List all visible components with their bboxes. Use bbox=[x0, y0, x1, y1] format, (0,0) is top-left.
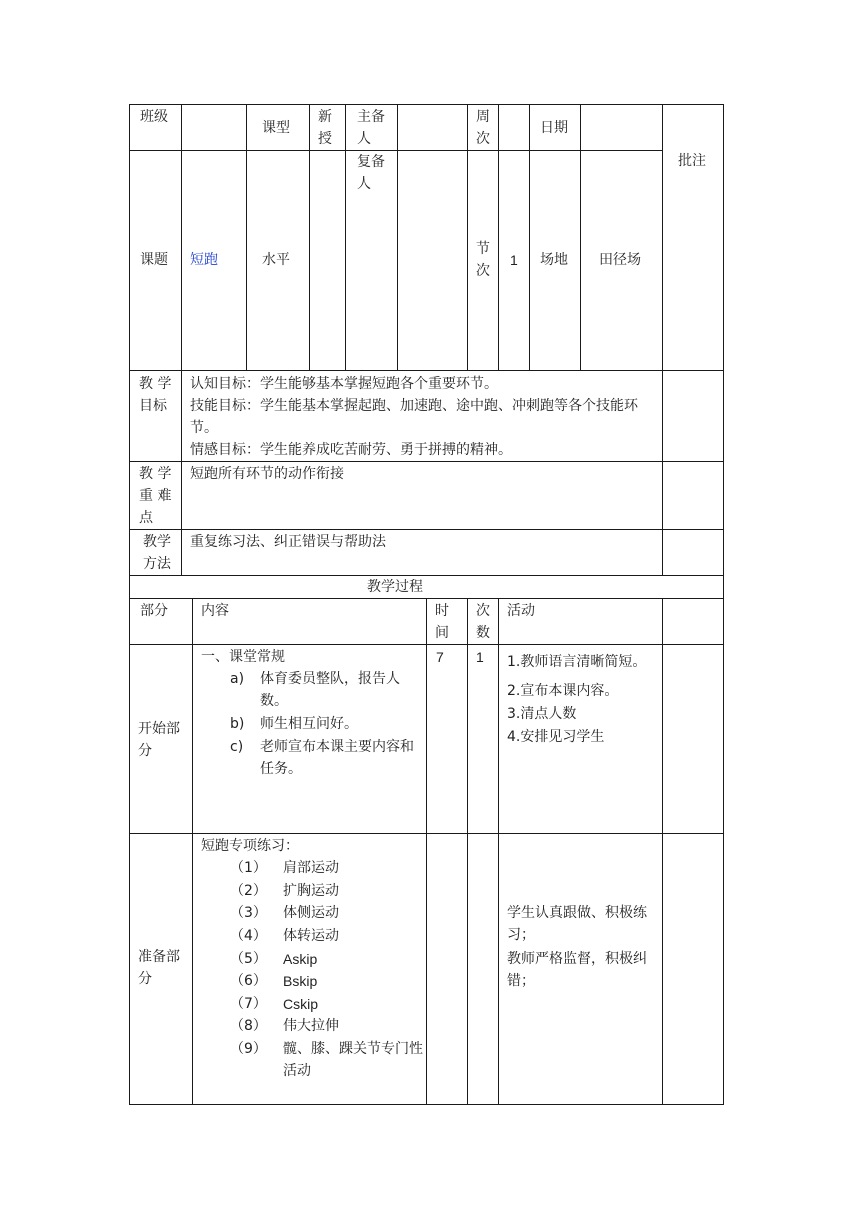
start-item: 老师宣布本课主要内容和任务。 bbox=[260, 739, 414, 777]
remarks-label: 批注 bbox=[678, 153, 706, 169]
start-time: 7 bbox=[436, 649, 444, 665]
prep-item-marker: （5） bbox=[230, 951, 267, 967]
goal-skill: 技能目标：学生能基本掌握起跑、加速跑、途中跑、冲刺跑等各个技能环节。 bbox=[190, 398, 638, 436]
start-activity: 1.教师语言清晰简短。 bbox=[507, 654, 647, 670]
start-item: 体育委员整队，报告人数。 bbox=[260, 671, 400, 709]
rule bbox=[129, 104, 724, 105]
rule bbox=[129, 150, 663, 151]
rule bbox=[309, 104, 310, 371]
section-value: 1 bbox=[510, 252, 518, 268]
goals-label: 教 学 目标 bbox=[139, 376, 172, 414]
lesson-type-label: 课型 bbox=[262, 120, 290, 136]
rule bbox=[246, 104, 247, 371]
start-item-marker: c) bbox=[230, 739, 244, 755]
venue-label: 场地 bbox=[540, 252, 568, 268]
prep-activity: 教师严格监督，积极纠错； bbox=[507, 951, 647, 989]
prep-item-marker: （2） bbox=[230, 883, 267, 899]
rule bbox=[580, 104, 581, 371]
level-label: 水平 bbox=[262, 252, 290, 268]
prep-item-marker: （9） bbox=[230, 1041, 267, 1057]
methods-value: 重复练习法、纠正错误与帮助法 bbox=[190, 534, 386, 550]
prep-item: 体侧运动 bbox=[283, 905, 339, 921]
prep-item: 体转运动 bbox=[283, 928, 339, 944]
rule bbox=[129, 370, 724, 371]
prep-item: Askip bbox=[283, 951, 318, 967]
prep-item: 肩部运动 bbox=[283, 860, 339, 876]
rule bbox=[181, 104, 182, 576]
rule bbox=[467, 598, 468, 1105]
lead-preparer-label: 主备人 bbox=[357, 109, 385, 147]
start-activity: 2.宣布本课内容。 bbox=[507, 683, 619, 699]
prep-item: 髋、膝、踝关节专门性活动 bbox=[283, 1041, 423, 1079]
start-activity: 4.安排见习学生 bbox=[507, 729, 605, 745]
col-activity: 活动 bbox=[507, 603, 535, 619]
rule bbox=[723, 104, 724, 1105]
methods-label: 教学方法 bbox=[143, 534, 171, 572]
col-time: 时间 bbox=[435, 603, 449, 641]
topic-value: 短跑 bbox=[190, 252, 218, 268]
key-points-label: 教 学 重 难 点 bbox=[139, 466, 172, 526]
start-item-marker: b) bbox=[230, 716, 245, 732]
class-label: 班级 bbox=[140, 109, 168, 125]
co-preparer-label: 复备人 bbox=[357, 154, 385, 192]
prep-activity: 学生认真跟做、积极练习； bbox=[507, 905, 647, 943]
col-content: 内容 bbox=[201, 603, 229, 619]
prep-item-marker: （4） bbox=[230, 928, 267, 944]
start-part-label: 开始部分 bbox=[138, 721, 180, 759]
prep-item: 伟大拉伸 bbox=[283, 1018, 339, 1034]
rule bbox=[662, 598, 663, 1105]
prep-item: 扩胸运动 bbox=[283, 883, 339, 899]
rule bbox=[192, 598, 193, 1105]
topic-label: 课题 bbox=[140, 252, 168, 268]
key-points-value: 短跑所有环节的动作衔接 bbox=[190, 466, 344, 482]
start-activity: 3.清点人数 bbox=[507, 706, 577, 722]
rule bbox=[129, 575, 724, 576]
week-label: 周次 bbox=[476, 109, 490, 147]
date-label: 日期 bbox=[540, 120, 568, 136]
start-item: 师生相互问好。 bbox=[260, 716, 358, 732]
prep-item: Cskip bbox=[283, 996, 319, 1012]
rule bbox=[397, 104, 398, 371]
rule bbox=[467, 104, 468, 371]
prep-part-label: 准备部分 bbox=[138, 949, 180, 987]
start-reps: 1 bbox=[476, 649, 484, 665]
start-heading: 一、课堂常规 bbox=[201, 649, 285, 665]
prep-item-marker: （6） bbox=[230, 973, 267, 989]
start-item-marker: a) bbox=[230, 671, 245, 687]
prep-item-marker: （3） bbox=[230, 905, 267, 921]
section-label: 节次 bbox=[476, 241, 490, 279]
rule bbox=[662, 104, 663, 576]
rule bbox=[529, 104, 530, 371]
goal-affective: 情感目标：学生能养成吃苦耐劳、勇于拼搏的精神。 bbox=[190, 442, 512, 458]
rule bbox=[129, 461, 724, 462]
goal-cognitive: 认知目标：学生能够基本掌握短跑各个重要环节。 bbox=[190, 376, 498, 392]
prep-heading: 短跑专项练习： bbox=[201, 838, 299, 854]
rule bbox=[426, 598, 427, 1105]
venue-value: 田径场 bbox=[599, 252, 641, 268]
rule bbox=[498, 598, 499, 1105]
prep-item-marker: （8） bbox=[230, 1018, 267, 1034]
col-reps: 次数 bbox=[476, 603, 490, 641]
rule bbox=[498, 104, 499, 371]
col-part: 部分 bbox=[140, 603, 168, 619]
process-title: 教学过程 bbox=[367, 579, 423, 595]
prep-item: Bskip bbox=[283, 973, 318, 989]
prep-item-marker: （1） bbox=[230, 860, 267, 876]
lesson-type-value: 新授 bbox=[318, 109, 332, 147]
prep-item-marker: （7） bbox=[230, 996, 267, 1012]
rule bbox=[345, 104, 346, 371]
rule bbox=[129, 529, 724, 530]
rule bbox=[129, 104, 130, 1105]
